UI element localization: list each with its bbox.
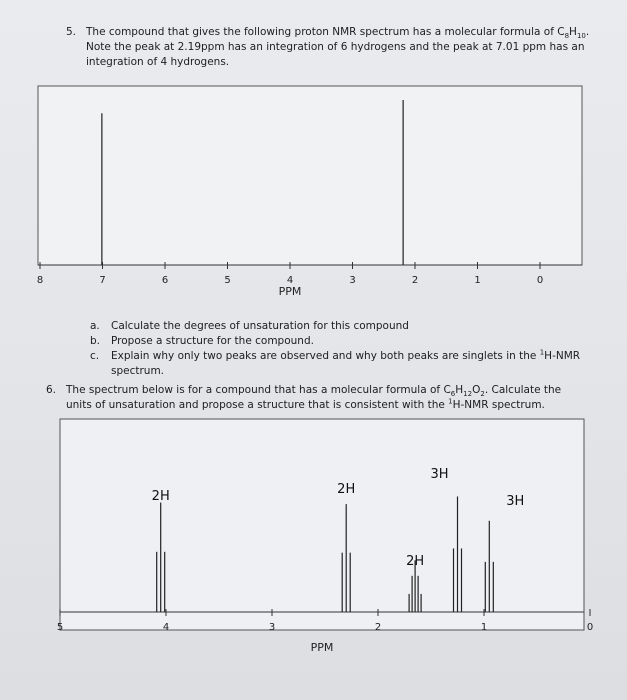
spectrum-1-frame bbox=[38, 86, 582, 265]
axis-tick-label: 5 bbox=[56, 622, 64, 633]
axis-tick-label: 4 bbox=[286, 275, 294, 286]
integration-label: 2H bbox=[337, 482, 356, 497]
axis-tick-label: 0 bbox=[586, 622, 594, 633]
spectrum-1-xlabel: PPM bbox=[278, 285, 302, 298]
spectrum-2-frame bbox=[60, 419, 584, 630]
axis-tick-label: 5 bbox=[224, 275, 231, 286]
subquestion-c-label: c. bbox=[90, 350, 100, 362]
axis-tick-label: 8 bbox=[36, 275, 44, 286]
question-6-line-2: units of unsaturation and propose a structure that is consistent with the $^1$H-NMR spectrum. bbox=[66, 397, 545, 411]
subquestion-b-label: b. bbox=[90, 335, 101, 347]
subquestion-b-text: Propose a structure for the compound. bbox=[111, 335, 314, 347]
axis-tick-label: 2 bbox=[411, 275, 419, 286]
question-6-line-1: The spectrum below is for a compound that has a molecular formula of $C_6H_{12}O_2$. Calculate the bbox=[66, 384, 562, 399]
subquestion-a-label: a. bbox=[90, 320, 100, 332]
question-5-line-3: integration of 4 hydrogens. bbox=[86, 56, 230, 68]
subquestion-c-text-continued: spectrum. bbox=[111, 365, 165, 377]
axis-tick-label: 0 bbox=[536, 275, 544, 286]
integration-label: 2H bbox=[406, 554, 425, 569]
axis-tick-label: 1 bbox=[474, 275, 481, 286]
axis-tick-label: 3 bbox=[268, 622, 276, 633]
integration-label: 2H bbox=[151, 489, 170, 504]
question-5-line-2: Note the peak at 2.19ppm has an integration of 6 hydrogens and the peak at 7.01 ppm has an bbox=[86, 41, 585, 53]
axis-tick-label: 2 bbox=[374, 622, 382, 633]
axis-tick-label: 3 bbox=[349, 275, 356, 286]
subquestion-c-text: Explain why only two peaks are observed and why both peaks are singlets in the $^1$H-NMR bbox=[111, 348, 581, 362]
subquestion-a-text: Calculate the degrees of unsaturation for this compound bbox=[111, 320, 409, 332]
axis-tick-label: 6 bbox=[161, 275, 169, 286]
axis-tick-label: 4 bbox=[162, 622, 170, 633]
spectrum-2-xlabel: PPM bbox=[310, 641, 334, 654]
integration-label: 3H bbox=[506, 494, 525, 509]
question-5-number: 5. bbox=[66, 26, 77, 38]
question-5-line-1: The compound that gives the following proton NMR spectrum has a molecular formula of $C_8H_{10}$. bbox=[86, 26, 590, 41]
axis-tick-label: 1 bbox=[480, 622, 488, 633]
question-6-number: 6. bbox=[46, 384, 57, 396]
axis-tick-label: 7 bbox=[99, 275, 106, 286]
integration-label: 3H bbox=[430, 467, 449, 482]
